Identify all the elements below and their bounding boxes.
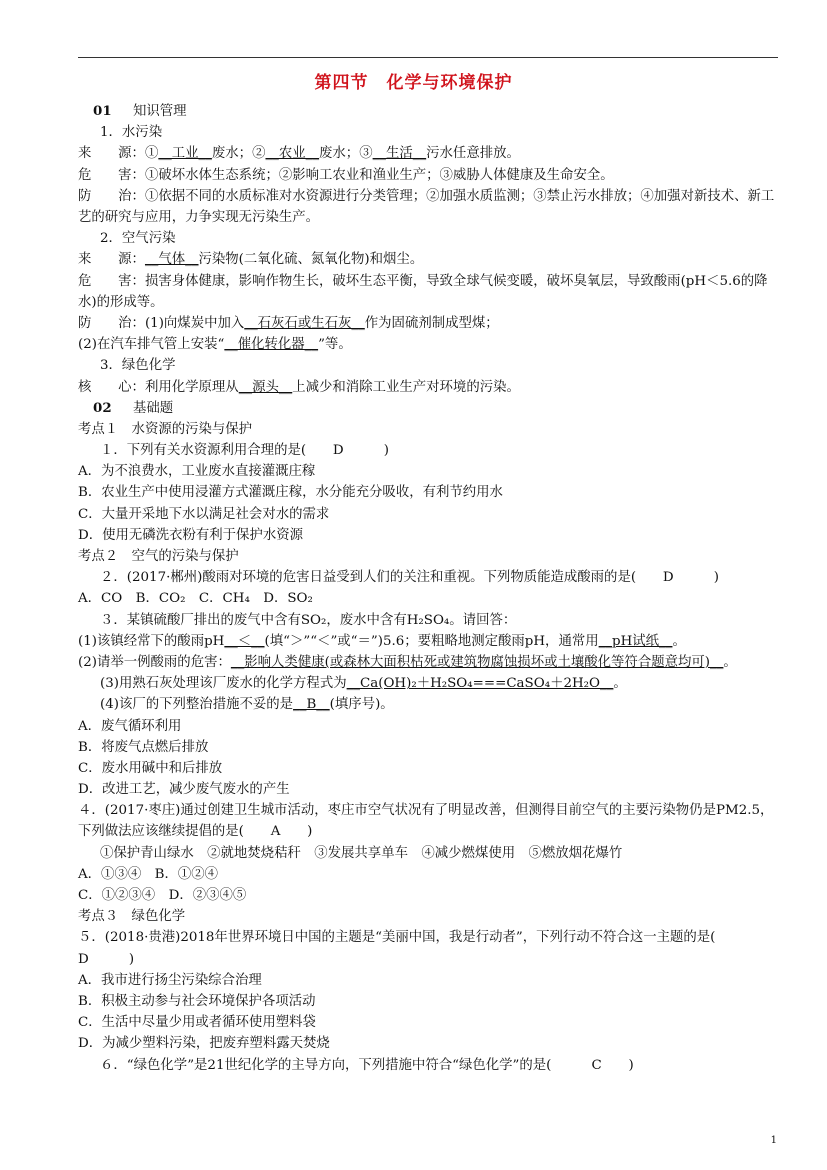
topic-1: 考点１ 水资源的污染与保护	[78, 421, 253, 437]
question-3-part-4: (4)该厂的下列整治措施不妥的是__B__(填序号)。	[100, 697, 394, 713]
option: C．大量开采地下水以满足社会对水的需求	[78, 506, 330, 522]
question-3-part-2: (2)请举一例酸雨的危害：__影响人类健康(或森林大面积枯死或建筑物腐蚀损坏或土壤酸化等符合题意均可)__。	[78, 654, 737, 670]
air-heading: 2．空气污染	[100, 231, 176, 247]
question-4-stem: ４．(2017·枣庄)通过创建卫生城市活动，枣庄市空气状况有了明显改善，但测得目前空气的主要污染物仍是PM2.5，下列做法应该继续提倡的是( A )	[78, 803, 774, 840]
option: D．使用无磷洗衣粉有利于保护水资源	[78, 527, 303, 543]
section-label: 知识管理	[133, 104, 187, 119]
section-number: 01	[93, 103, 112, 119]
air-harm: 危 害：损害身体健康，影响作物生长，破坏生态平衡，导致全球气候变暖，破坏臭氧层，导致酸雨(pH＜5.6的降水)的形成等。	[78, 273, 768, 310]
topic-2: 考点２ 空气的污染与保护	[78, 549, 239, 564]
option: A．我市进行扬尘污染综合治理	[78, 972, 262, 988]
section-header-knowledge	[78, 101, 778, 122]
question-3-stem: ３．某镇硫酸厂排出的废气中含有SO₂，废水中含有H₂SO₄。请回答：	[100, 612, 517, 628]
question-5-stem: ５．(2018·贵港)2018年世界环境日中国的主题是“美丽中国，我是行动者”，下列行动不符合这一主题的是( D )	[78, 930, 743, 967]
section-header-basic	[78, 398, 778, 419]
option: C．废水用碱中和后排放	[78, 760, 223, 776]
option: A．废气循环利用	[78, 718, 182, 734]
question-3-part-1: (1)该镇经常下的酸雨pH__＜__(填“＞”“＜”或“＝”)5.6；要粗略地测定酸雨pH，通常用__pH试纸__。	[78, 633, 686, 649]
question-4-items: ①保护青山绿水 ②就地焚烧秸秆 ③发展共享单车 ④减少燃煤使用 ⑤燃放烟花爆竹	[100, 845, 623, 861]
question-3-part-3: (3)用熟石灰处理该厂废水的化学方程式为__Ca(OH)₂＋H₂SO₄===CaSO₄＋2H₂O__。	[100, 676, 627, 692]
question-4-options-2: C．①②③④ D．②③④⑤	[78, 888, 247, 904]
air-treatment-1: 防 治：(1)向煤炭中加入__石灰石或生石灰__作为固硫剂制成型煤；	[78, 315, 499, 331]
option: C．生活中尽量少用或者循环使用塑料袋	[78, 1015, 316, 1031]
option: B．将废气点燃后排放	[78, 739, 209, 755]
option: A．为不浪费水，工业废水直接灌溉庄稼	[78, 464, 316, 480]
option: D．改进工艺，减少废气废水的产生	[78, 782, 290, 798]
water-heading: 1．水污染	[100, 125, 163, 141]
option: D．为减少塑料污染，把废弃塑料露天焚烧	[78, 1036, 330, 1052]
water-harm: 危 害：①破坏水体生态系统；②影响工农业和渔业生产；③威胁人体健康及生命安全。	[78, 167, 614, 183]
question-1-stem: １．下列有关水资源利用合理的是( D )	[100, 443, 389, 459]
air-source: 来 源：__气体__污染物(二氧化硫、氮氧化物)和烟尘。	[78, 252, 424, 268]
section-number: 02	[93, 399, 112, 416]
water-treatment: 防 治：①依据不同的水质标准对水资源进行分类管理；②加强水质监测；③禁止污水排放；④加强对新技术、新工艺的研究与应用，力争实现无污染生产。	[78, 188, 775, 225]
topic-3: 考点３ 绿色化学	[78, 909, 186, 925]
question-2-stem: ２．(2017·郴州)酸雨对环境的危害日益受到人们的关注和重视。下列物质能造成酸雨的是( D )	[100, 570, 719, 586]
question-2-options: A．CO B．CO₂ C．CH₄ D．SO₂	[78, 591, 313, 607]
page-number: 1	[770, 1135, 777, 1146]
green-heading: 3．绿色化学	[100, 358, 176, 374]
option: B．农业生产中使用浸灌方式灌溉庄稼，水分能充分吸收，有利节约用水	[78, 485, 503, 501]
header-rule	[78, 57, 778, 58]
question-6-stem: ６．“绿色化学”是21世纪化学的主导方向，下列措施中符合“绿色化学”的是( C )	[100, 1057, 634, 1073]
green-core: 核 心：利用化学原理从__源头__上减少和消除工业生产对环境的污染。	[78, 379, 520, 395]
option: B．积极主动参与社会环境保护各项活动	[78, 994, 316, 1010]
question-4-options-1: A．①③④ B．①②④	[78, 866, 219, 882]
water-source: 来 源：①__工业__废水；②__农业__废水；③__生活__污水任意排放。	[78, 146, 520, 162]
page-title: 第四节 化学与环境保护	[314, 73, 513, 93]
document-body	[78, 101, 778, 1076]
air-treatment-2: (2)在汽车排气管上安装“__催化转化器__”等。	[78, 337, 352, 353]
section-label: 基础题	[133, 400, 174, 416]
